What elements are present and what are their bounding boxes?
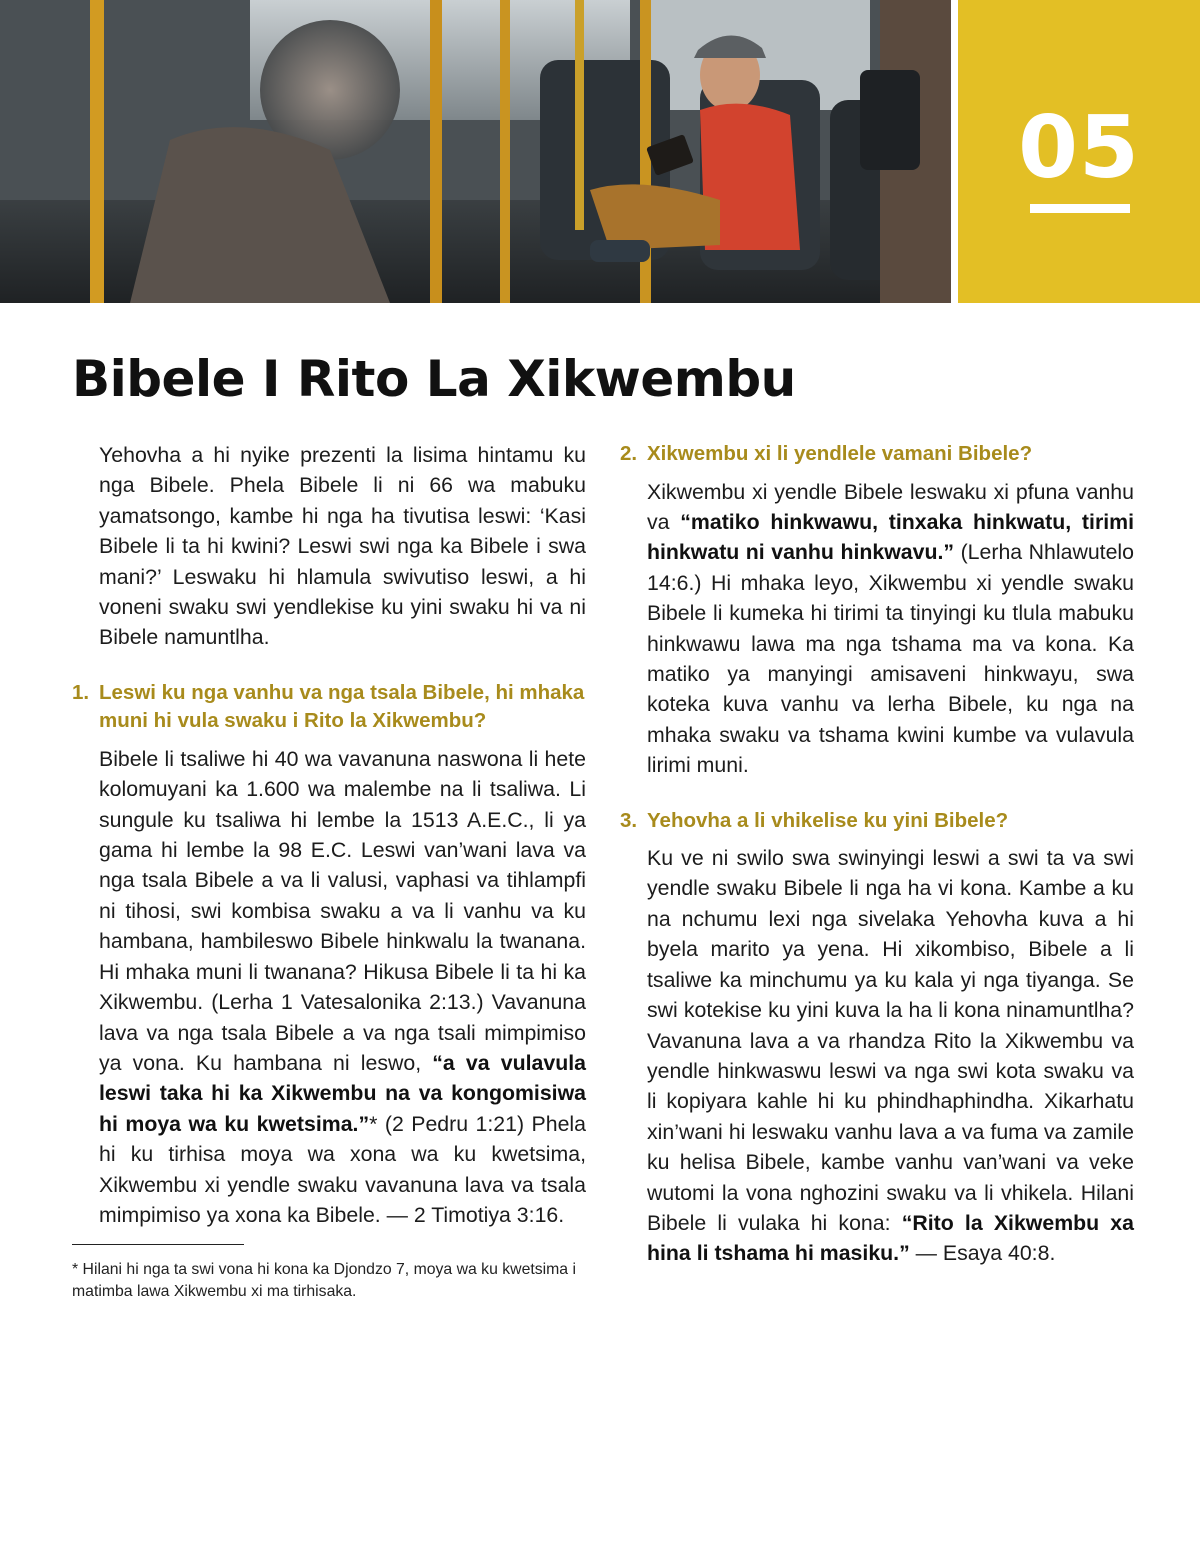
left-column bbox=[72, 440, 586, 1303]
question-heading-1 bbox=[72, 679, 586, 736]
footnote-divider bbox=[72, 1244, 244, 1245]
hero-photo bbox=[0, 0, 951, 303]
section-text: Ku ve ni swilo swa swinyingi leswi a swi ta va swi yendle swaku Bibele li nga ha vi kona. Kambe a ku na nchumu lexi nga sivelaka Yehovha kuva a hi byela marito ya yena. Hi xikombiso, Bibele a li tsaliwe ka minchumu ya ku kala yi nga tiyanga. Se swi kotekise ku yini kuva la ha li kona ninamuntlha? Vavanuna lava a va rhandza Rito la Xikwembu va yendle hinkwaswu leswi va nga swi kota swaku va li kopiyara kahle hi ku phindhaphindha. Xikarhatu xin’wani hi leswaku vanhu lava a va fuma va zamile ku helisa Bibele, kambe vanhu van’wani va veke wutomi la vona nghozini swaku va li vhikela. Hilani Bibele li vulaka hi kona: bbox=[647, 846, 1134, 1235]
question-heading-2 bbox=[620, 440, 1134, 469]
scripture-quote: “matiko hinkwawu, tinxaka hinkwatu, tirimi hinkwatu ni vanhu hinkwavu.” bbox=[647, 509, 1135, 565]
section-3-paragraph bbox=[620, 843, 1134, 1269]
chapter-number-panel bbox=[958, 0, 1200, 303]
question-heading-3 bbox=[620, 807, 1134, 836]
question-number: 2. bbox=[620, 442, 638, 465]
section-2-paragraph bbox=[620, 477, 1134, 781]
scripture-quote: “a va vulavula leswi taka hi ka Xikwembu na va kongomisiwa hi moya wa ku kwetsima.” bbox=[99, 1050, 586, 1136]
question-text: Leswi ku nga vanhu va nga tsala Bibele, hi mhaka muni hi vula swaku i Rito la Xikwembu? bbox=[99, 680, 585, 733]
section-text: * (2 Pedru 1:21) Phela hi ku tirhisa moya wa xona wa ku kwetsima, Xikwembu xi yendle swaku vavanuna lava va tsala mimpimiso ya xona ka Bibele. — 2 Timotiya 3:16. bbox=[99, 1111, 586, 1227]
chapter-number: 05 bbox=[1018, 98, 1140, 198]
section-text: Xikwembu xi yendle Bibele leswaku xi pfuna vanhu va bbox=[647, 479, 1134, 534]
question-number: 3. bbox=[620, 808, 638, 832]
section-1-paragraph bbox=[72, 744, 586, 1231]
footnote: * Hilani hi nga ta swi vona hi kona ka Djondzo 7, moya wa ku kwetsima i matimba lawa Xikwembu xi ma tirhisaka. bbox=[72, 1261, 576, 1301]
section-text: Bibele li tsaliwe hi 40 wa vavanuna naswona li hete kolomuyani ka 1.600 wa malembe na li tsaliwa. Li sungule ku tsaliwa hi lembe la 1513 A.E.C., li ya gama hi lembe la 98 E.C. Leswi van’wani lava va nga tsala Bibele a va li valusi, vaphasi va tihlampfi ni tihosi, swi kombisa swaku a va li vanhu va ku hambana, hambileswo Bibele hinkwalu la twanana. Hi mhaka muni li twanana? Hikusa Bibele li ta hi ka Xikwembu. (Lerha 1 Vatesalonika 2:13.) Vavanuna lava va nga tsala Bibele a va nga tsali mimpimiso ya vona. Ku hambana ni leswo, bbox=[99, 746, 586, 1075]
intro-paragraph: Yehovha a hi nyike prezenti la lisima hintamu ku nga Bibele. Phela Bibele li ni 66 wa mabuku yamatsongo, kambe hi nga ha tivutisa leswi: ‘Kasi Bibele li ta hi kwini? Leswi swi nga ka Bibele i swa mani?’ Leswaku hi hlamula swivutiso leswi, a hi voneni swaku swi yendlekise ku yini swaku hi va ni Bibele namuntlha. bbox=[99, 443, 586, 650]
chapter-underline bbox=[1030, 204, 1130, 213]
right-column bbox=[620, 440, 1134, 1269]
scripture-quote: “Rito la Xikwembu xa hina li tshama hi masiku.” bbox=[647, 1210, 1135, 1266]
question-text: Xikwembu xi li yendlele vamani Bibele? bbox=[647, 442, 1033, 465]
question-number: 1. bbox=[72, 680, 90, 704]
page-title: Bibele I Rito La Xikwembu bbox=[72, 350, 796, 408]
section-text: (Lerha Nhlawutelo 14:6.) Hi mhaka leyo, Xikwembu xi yendle swaku Bibele li kumeka hi tirimi ta tinyingi ku tlula mabuku hinkwawu lawa ma nga tshama ma va kona. Ka matiko ya manyingi amisaveni hinkwayu, swa koteka kuva vanhu va lerha Bibele, ku nga na mhaka swaku va tshama kwini kumbe va vulavula lirimi muni. bbox=[647, 540, 1135, 778]
section-text: — Esaya 40:8. bbox=[915, 1241, 1056, 1266]
question-text: Yehovha a li vhikelise ku yini Bibele? bbox=[647, 808, 1009, 832]
bus-scene-illustration bbox=[0, 0, 951, 303]
